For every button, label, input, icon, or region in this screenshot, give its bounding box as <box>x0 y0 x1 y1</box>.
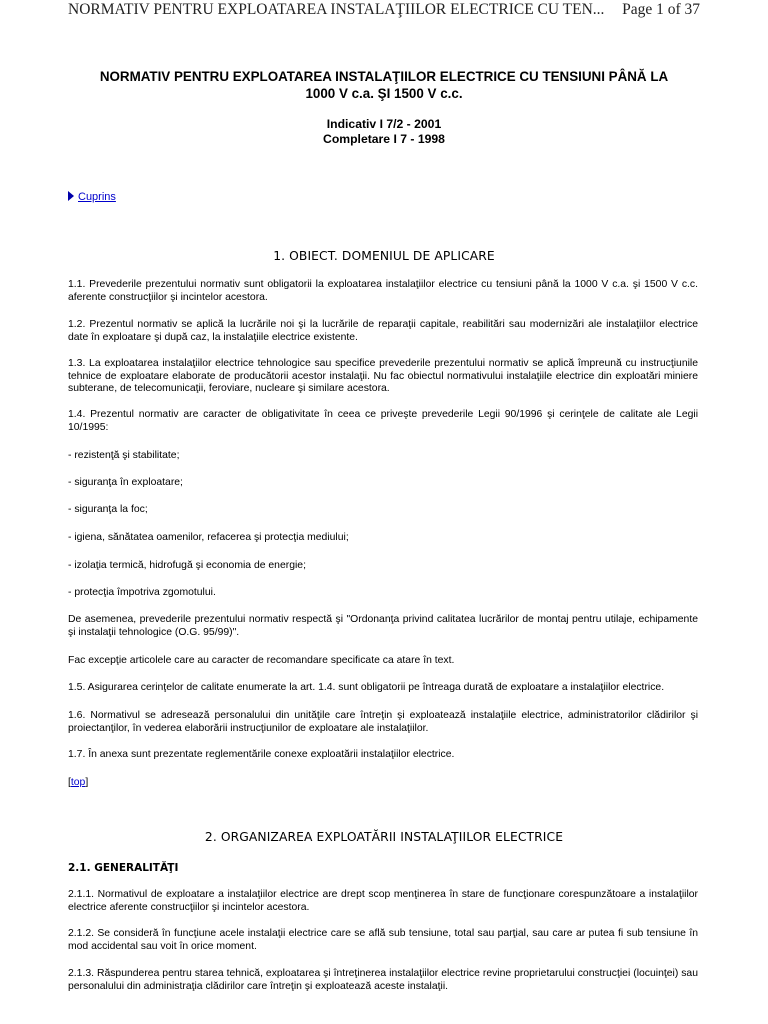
section-2-heading: 2. ORGANIZAREA EXPLOATĂRII INSTALAŢIILOR ELECTRICE <box>204 830 564 844</box>
document-title-line-1: NORMATIV PENTRU EXPLOATAREA INSTALAŢIILOR ELECTRICE CU TENSIUNI PÂNĂ LA <box>99 69 669 84</box>
page-counter: Page 1 of 37 <box>622 1 700 18</box>
paragraph-1-1: 1.1. Prevederile prezentului normativ sunt obligatorii la exploatarea instalaţiilor electrice cu tensiuni până la 1000 V c.a. şi 1500 V c.c. aferente construcţiilor şi incintelor acestora. <box>68 279 698 303</box>
document-indicativ <box>62 117 706 147</box>
toc-link[interactable] <box>68 191 116 203</box>
top-bracket-open: [ <box>68 777 71 788</box>
paragraph-1-2: 1.2. Prezentul normativ se aplică la lucrările noi şi la lucrările de reparaţii capitale, reabilitări sau modernizări ale instalaţiilor electrice date în exploatare şi după caz, la instalaţiile electrice existente. <box>68 319 698 343</box>
paragraph-1-6: 1.6. Normativul se adresează personalului din unităţile care întreţin şi exploatează instalaţiile electrice, administratorilor clădirilor şi proiectanţilor, în vederea elaborării instrucţiunilor de exploatare ale instalaţiilor. <box>68 710 698 734</box>
toc-link-label: Cuprins <box>78 191 116 203</box>
paragraph-1-7: 1.7. În anexa sunt prezentate reglementările conexe exploatării instalaţiilor electrice. <box>68 749 455 760</box>
paragraph-2-1-3: 2.1.3. Răspunderea pentru starea tehnică, exploatarea şi întreţinerea instalaţiilor electrice revine proprietarului construcţiei (locuinţei) sau personalului din administraţia clădirilor care întreţin şi exploatează aceste instalaţii. <box>68 968 698 992</box>
document-title-line-2: 1000 V c.a. ŞI 1500 V c.c. <box>305 86 463 101</box>
print-header <box>68 0 700 22</box>
paragraph-1-5: 1.5. Asigurarea cerinţelor de calitate enumerate la art. 1.4. sunt obligatorii pe întreaga durată de exploatare a instalaţiilor electrice. <box>68 682 665 693</box>
list-item: - siguranţa la foc; <box>68 504 148 515</box>
list-item: - rezistenţă şi stabilitate; <box>68 450 180 461</box>
top-bracket-close: ] <box>85 777 89 788</box>
list-item: - igiena, sănătatea oamenilor, refacerea şi protecţia mediului; <box>68 532 349 543</box>
document-title <box>62 68 706 102</box>
triangle-right-icon <box>68 191 74 201</box>
back-to-top <box>68 777 88 788</box>
paragraph-2-1-1: 2.1.1. Normativul de exploatare a instalaţiilor electrice are drept scop menţinerea în stare de funcţionare corespunzătoare a instalaţiilor electrice aferente construcţiilor şi incintelor acestora. <box>68 889 698 913</box>
section-1-heading: 1. OBIECT. DOMENIUL DE APLICARE <box>273 249 495 263</box>
paragraph-2-1-2: 2.1.2. Se consideră în funcţiune acele instalaţii electrice care se află sub tensiune, total sau parţial, sau care ar putea fi sub tensiune în mod accidental sau voit în orice moment. <box>68 928 698 952</box>
paragraph-exceptii: Fac excepţie articolele care au caracter de recomandare specificate ca atare în text. <box>68 655 455 666</box>
paragraph-1-3: 1.3. La exploatarea instalaţiilor electrice tehnologice sau specifice prevederile prezentului normativ se aplică împreună cu instrucţiunile tehnice de exploatare elaborate de producătorii acestor instalaţii. Nu fac obiectul normativului instalaţiile electrice din exploatări miniere subterane, de telecomunicaţii, feroviare, nucleare şi similare acestora. <box>68 358 698 395</box>
indicativ-text: Indicativ I 7/2 - 2001 <box>326 117 442 131</box>
completare-text: Completare I 7 - 1998 <box>323 132 445 146</box>
list-item: - protecţia împotriva zgomotului. <box>68 587 216 598</box>
print-header-title: NORMATIV PENTRU EXPLOATAREA INSTALAŢIILOR ELECTRICE CU TEN... <box>68 1 605 18</box>
paragraph-ordonanta: De asemenea, prevederile prezentului normativ respectă şi "Ordonanţa privind calitatea lucrărilor de montaj pentru utilaje, echipamente şi instalaţii tehnologice (O.G. 95/99)". <box>68 614 698 638</box>
list-item: - izolaţia termică, hidrofugă şi economia de energie; <box>68 560 306 571</box>
paragraph-1-4: 1.4. Prezentul normativ are caracter de obligativitate în ceea ce priveşte prevederile Legii 90/1996 şi cerinţele de calitate ale Legii 10/1995: <box>68 409 698 433</box>
subsection-2-1-heading: 2.1. GENERALITĂŢI <box>68 862 179 874</box>
top-link[interactable]: top <box>70 777 86 788</box>
list-item: - siguranţa în exploatare; <box>68 477 183 488</box>
